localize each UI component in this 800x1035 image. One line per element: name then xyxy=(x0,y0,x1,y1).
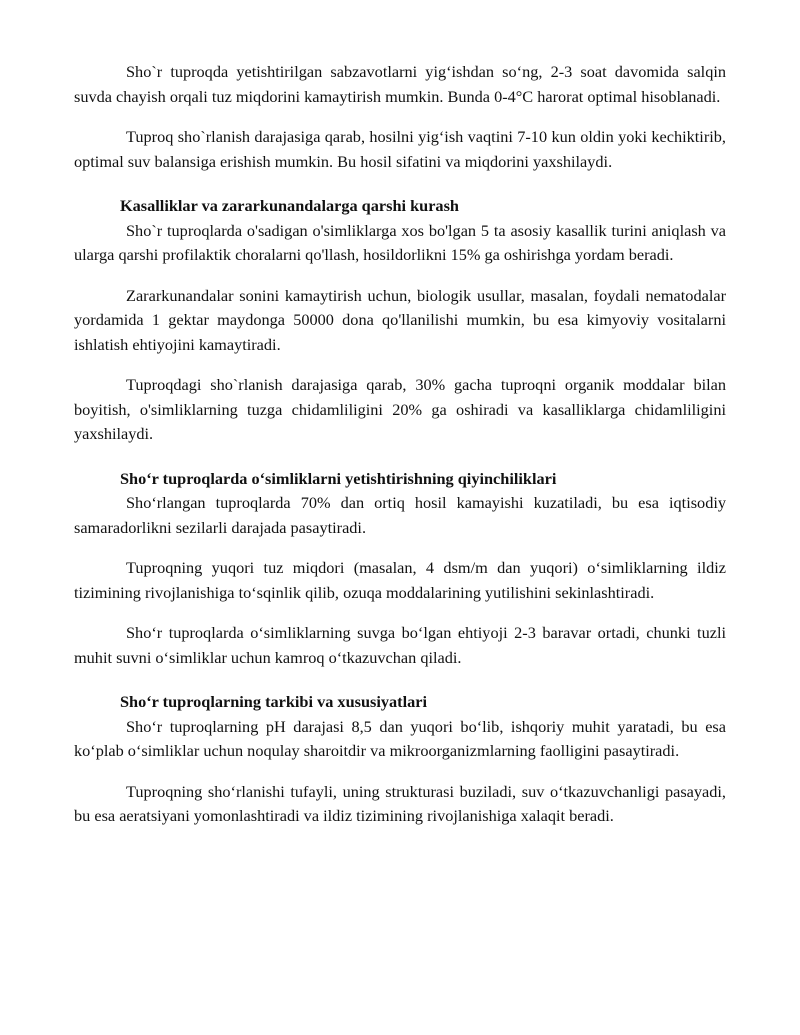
paragraph-water-demand: Sho‘r tuproqlarda o‘simliklarning suvga bo‘lgan ehtiyoji 2-3 baravar ortadi, chunki tuzli muhit suvni o‘simliklar uchun kamroq o‘tkazuvchan qiladi. xyxy=(74,623,726,667)
paragraph-organic-enrichment: Tuproqdagi sho`rlanish darajasiga qarab, 30% gacha tuproqni organik moddalar bilan boyitish, o'simliklarning tuzga chidamliligini 20% ga oshiradi va kasalliklarga chidamliligini yaxshilaydi. xyxy=(74,375,726,443)
paragraph-disease-prevention: Sho`r tuproqlarda o'sadigan o'simliklarga xos bo'lgan 5 ta asosiy kasallik turini aniqlash va ularga qarshi profilaktik choralarni qo'llash, hosildorlikni 15% ga oshirishga yordam beradi. xyxy=(74,220,726,264)
document-page xyxy=(74,60,726,829)
paragraph-yield-loss: Sho‘rlangan tuproqlarda 70% dan ortiq hosil kamayishi kuzatiladi, bu esa iqtisodiy samaradorlikni sezilarli darajada pasaytiradi. xyxy=(74,493,726,537)
paragraph-salt-content: Tuproqning yuqori tuz miqdori (masalan, 4 dsm/m dan yuqori) o‘simliklarning ildiz tizimining rivojlanishiga to‘sqinlik qilib, ozuqa moddalarining yutilishini sekinlashtiradi. xyxy=(74,558,726,602)
paragraph-biological-methods: Zararkunandalar sonini kamaytirish uchun, biologik usullar, masalan, foydali nematodalar yordamida 1 gektar maydonga 50000 dona qo'llanilishi mumkin, bu esa kimyoviy vositalarni ishlatish ehtiyojini kamaytiradi. xyxy=(74,285,726,354)
heading-diseases-pests: Kasalliklar va zararkunandalarga qarshi kurash xyxy=(120,196,459,215)
paragraph-rinsing-vegetables: Sho`r tuproqda yetishtirilgan sabzavotlarni yig‘ishdan so‘ng, 2-3 soat davomida salqin suvda chayish orqali tuz miqdorini kamaytirish mumkin. Bunda 0-4°C harorat optimal hisoblanadi. xyxy=(74,62,726,106)
paragraph-ph-level: Sho‘r tuproqlarning pH darajasi 8,5 dan yuqori bo‘lib, ishqoriy muhit yaratadi, bu esa ko‘plab o‘simliklar uchun noqulay sharoitdir va mikroorganizmlarning faolligini pasaytiradi. xyxy=(74,716,726,760)
heading-soil-composition: Sho‘r tuproqlarning tarkibi va xususiyatlari xyxy=(120,692,427,711)
heading-cultivation-challenges: Sho‘r tuproqlarda o‘simliklarni yetishtirishning qiyinchiliklari xyxy=(120,468,557,488)
paragraph-harvest-timing: Tuproq sho`rlanish darajasiga qarab, hosilni yig‘ish vaqtini 7-10 kun oldin yoki kechiktirib, optimal suv balansiga erishish mumkin. Bu hosil sifatini va miqdorini yaxshilaydi. xyxy=(74,127,726,171)
paragraph-soil-structure: Tuproqning sho‘rlanishi tufayli, uning strukturasi buziladi, suv o‘tkazuvchanligi pasayadi, bu esa aeratsiyani yomonlashtiradi va ildiz tizimining rivojlanishiga xalaqit beradi. xyxy=(74,781,726,825)
